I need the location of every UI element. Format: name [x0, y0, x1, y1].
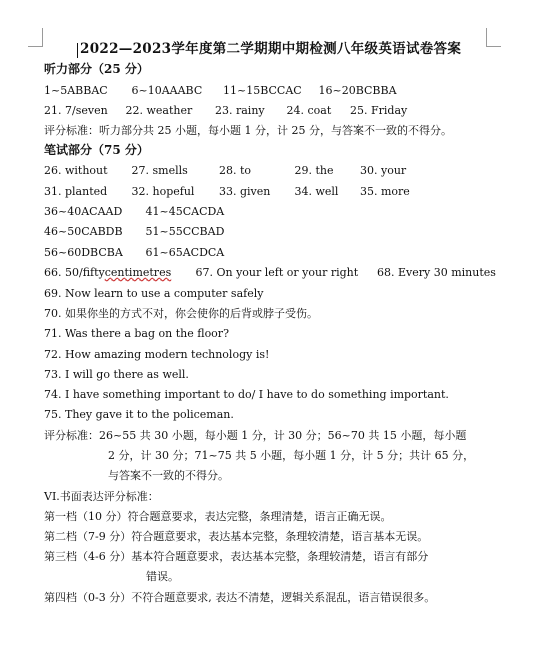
- written-criteria-line-3: 与答案不一致的不得分。: [108, 469, 229, 482]
- answer-item: 22. weather: [125, 104, 193, 117]
- spellcheck-word: centimetres: [104, 266, 172, 279]
- text-cursor: [77, 43, 78, 58]
- answer-item: 16~20BCBBA: [318, 84, 397, 97]
- answer-item: 6~10AAABC: [131, 84, 203, 97]
- answer-item: 34. well: [294, 185, 339, 198]
- answer-item: 36~40ACAAD: [44, 205, 123, 218]
- answer-item: 29. the: [294, 164, 334, 177]
- written-criteria-line-2: 2 分，计 30 分；71~75 共 5 小题，每小题 1 分，计 5 分；共计 65 分，: [108, 449, 475, 462]
- answer-70: 70. 如果你坐的方式不对，你会使你的后背或脖子受伤。: [44, 307, 318, 320]
- writing-grade-4: 第四档（0-3 分）不符合题意要求, 表达不清楚，逻辑关系混乱，语言错误很多。: [44, 591, 436, 604]
- answer-item: 51~55CCBAD: [145, 225, 225, 238]
- answer-item: 1~5ABBAC: [44, 84, 108, 97]
- document-title: 2022—2023学年度第二学期期中期检测八年级英语试卷答案: [80, 41, 462, 57]
- answer-item: 61~65ACDCA: [145, 246, 225, 259]
- answer-item: 26. without: [44, 164, 108, 177]
- answer-item-68: 68. Every 30 minutes: [377, 266, 496, 279]
- written-criteria-line-1: 评分标准：26~55 共 30 小题，每小题 1 分，计 30 分；56~70 共 15 小题，每小题: [44, 429, 467, 442]
- answer-item: 30. your: [360, 164, 407, 177]
- listening-answers-row-1: [44, 84, 397, 98]
- answer-item: 31. planted: [44, 185, 108, 198]
- crop-mark-top-right: [486, 28, 501, 47]
- answer-item: 27. smells: [131, 164, 188, 177]
- answer-item-67: 67. On your left or your right: [195, 266, 359, 279]
- answer-item: 23. rainy: [215, 104, 265, 117]
- answer-69: 69. Now learn to use a computer safely: [44, 287, 264, 300]
- answer-item: 56~60DBCBA: [44, 246, 123, 259]
- answer-66-text: 66. 50/fifty: [44, 266, 105, 279]
- answer-item: 46~50CABDB: [44, 225, 123, 238]
- answer-71: 71. Was there a bag on the floor?: [44, 327, 229, 340]
- listening-criteria: 评分标准：听力部分共 25 小题，每小题 1 分，计 25 分，与答案不一致的不得分。: [44, 124, 452, 137]
- writing-grade-3-line-1: 第三档（4-6 分）基本符合题意要求，表达基本完整，条理较清楚，语言有部分: [44, 550, 429, 563]
- answer-item: 21. 7/seven: [44, 104, 108, 117]
- listening-answers-row-2: [44, 104, 407, 118]
- answer-item: 33. given: [219, 185, 271, 198]
- answer-72: 72. How amazing modern technology is!: [44, 348, 270, 361]
- writing-heading: VI.书面表达评分标准：: [44, 490, 159, 503]
- written-answers-row-3: [44, 205, 224, 219]
- answer-74: 74. I have something important to do/ I have to do something important.: [44, 388, 449, 401]
- answer-73: 73. I will go there as well.: [44, 368, 189, 381]
- answer-item: 28. to: [219, 164, 252, 177]
- listening-heading: 听力部分（25 分）: [44, 62, 149, 76]
- written-answers-row-2: [44, 185, 410, 199]
- answer-item: 41~45CACDA: [145, 205, 225, 218]
- written-answers-row-6: [44, 266, 496, 280]
- writing-grade-3-line-2: 错误。: [146, 570, 179, 583]
- answer-item: 11~15BCCAC: [223, 84, 302, 97]
- written-answers-row-1: [44, 164, 406, 178]
- crop-mark-top-left: [28, 28, 43, 47]
- writing-grade-2: 第二档（7-9 分）符合题意要求，表达基本完整，条理较清楚，语言基本无误。: [44, 530, 429, 543]
- written-answers-row-4: [44, 225, 224, 239]
- answer-item: 32. hopeful: [131, 185, 195, 198]
- written-heading: 笔试部分（75 分）: [44, 143, 149, 157]
- answer-item: 25. Friday: [350, 104, 408, 117]
- writing-grade-1: 第一档（10 分）符合题意要求，表达完整，条理清楚，语言正确无误。: [44, 510, 392, 523]
- answer-item-66: [44, 266, 192, 280]
- answer-item: 24. coat: [286, 104, 332, 117]
- answer-item: 35. more: [360, 185, 410, 198]
- answer-75: 75. They gave it to the policeman.: [44, 408, 234, 421]
- written-answers-row-5: [44, 246, 224, 260]
